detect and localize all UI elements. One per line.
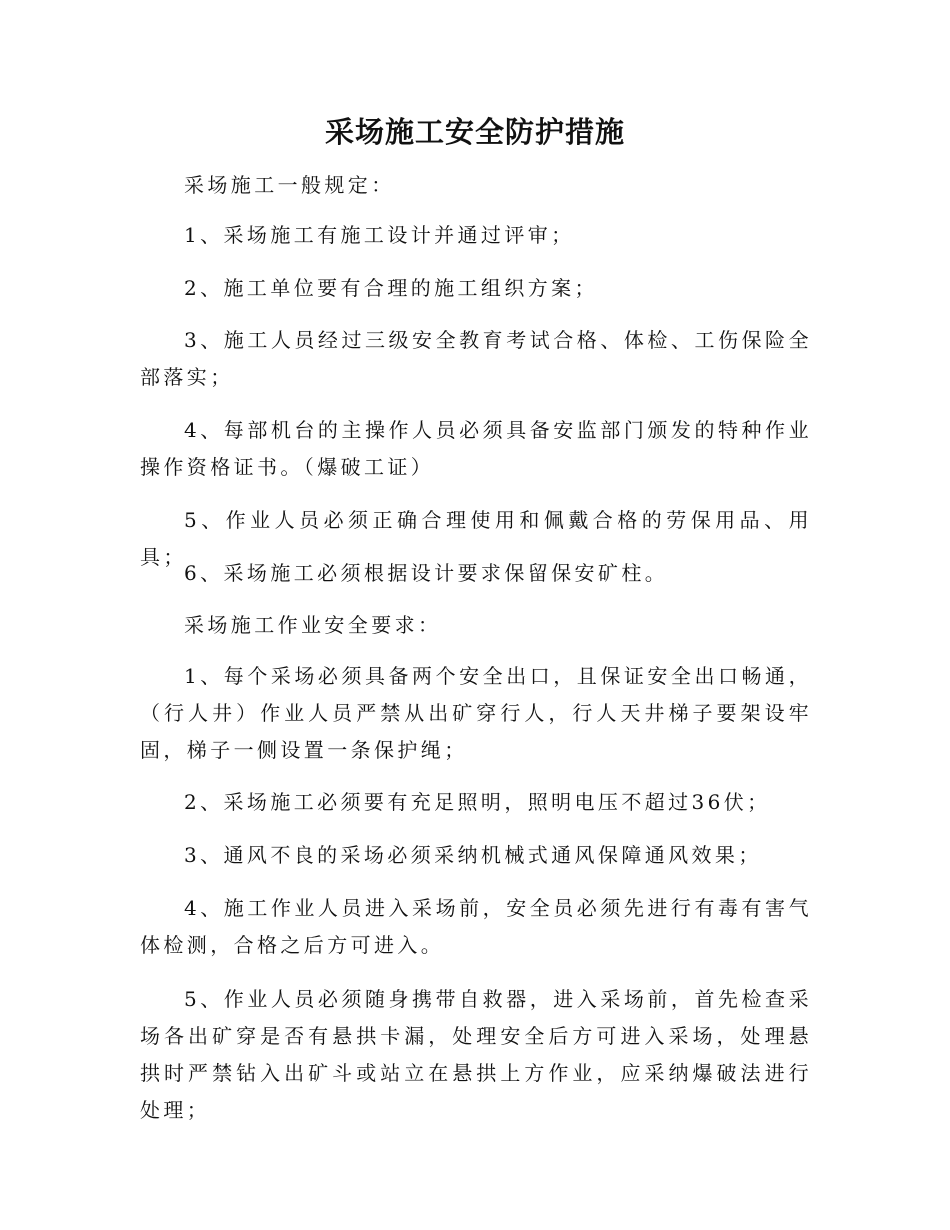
paragraph-requirement-3: 3、通风不良的采场必须采纳机械式通风保障通风效果； bbox=[184, 843, 762, 867]
document-title: 采场施工安全防护措施 bbox=[324, 115, 625, 149]
paragraph-requirement-1: 1、每个采场必须具备两个安全出口，且保证安全出口畅通，（行人井）作业人员严禁从出矿穿行人，行人天井梯子要架设牢固，梯子一侧设置一条保护绳； bbox=[140, 664, 812, 762]
paragraph-rule-5: 5、作业人员必须正确合理使用和佩戴合格的劳保用品、用具； bbox=[140, 508, 812, 569]
paragraph-rule-2: 2、施工单位要有合理的施工组织方案； bbox=[184, 276, 598, 300]
paragraph-rule-6: 6、采场施工必须根据设计要求保留保安矿柱。 bbox=[184, 561, 669, 585]
paragraph-requirement-4: 4、施工作业人员进入采场前，安全员必须先进行有毒有害气体检测，合格之后方可进入。 bbox=[140, 896, 812, 957]
section-heading-general-rules: 采场施工一般规定： bbox=[184, 173, 395, 197]
section-heading-work-requirements: 采场施工作业安全要求： bbox=[184, 613, 442, 637]
paragraph-requirement-5: 5、作业人员必须随身携带自救器，进入采场前，首先检查采场各出矿穿是否有悬拱卡漏，处理安全后方可进入采场，处理悬拱时严禁钻入出矿斗或站立在悬拱上方作业，应采纳爆破法进行处理； bbox=[140, 987, 812, 1122]
paragraph-rule-3: 3、施工人员经过三级安全教育考试合格、体检、工伤保险全部落实； bbox=[140, 328, 812, 389]
paragraph-rule-1: 1、采场施工有施工设计并通过评审； bbox=[184, 223, 575, 247]
paragraph-requirement-2: 2、采场施工必须要有充足照明，照明电压不超过36伏； bbox=[184, 790, 771, 814]
paragraph-rule-4: 4、每部机台的主操作人员必须具备安监部门颁发的特种作业操作资格证书。（爆破工证） bbox=[140, 418, 812, 479]
